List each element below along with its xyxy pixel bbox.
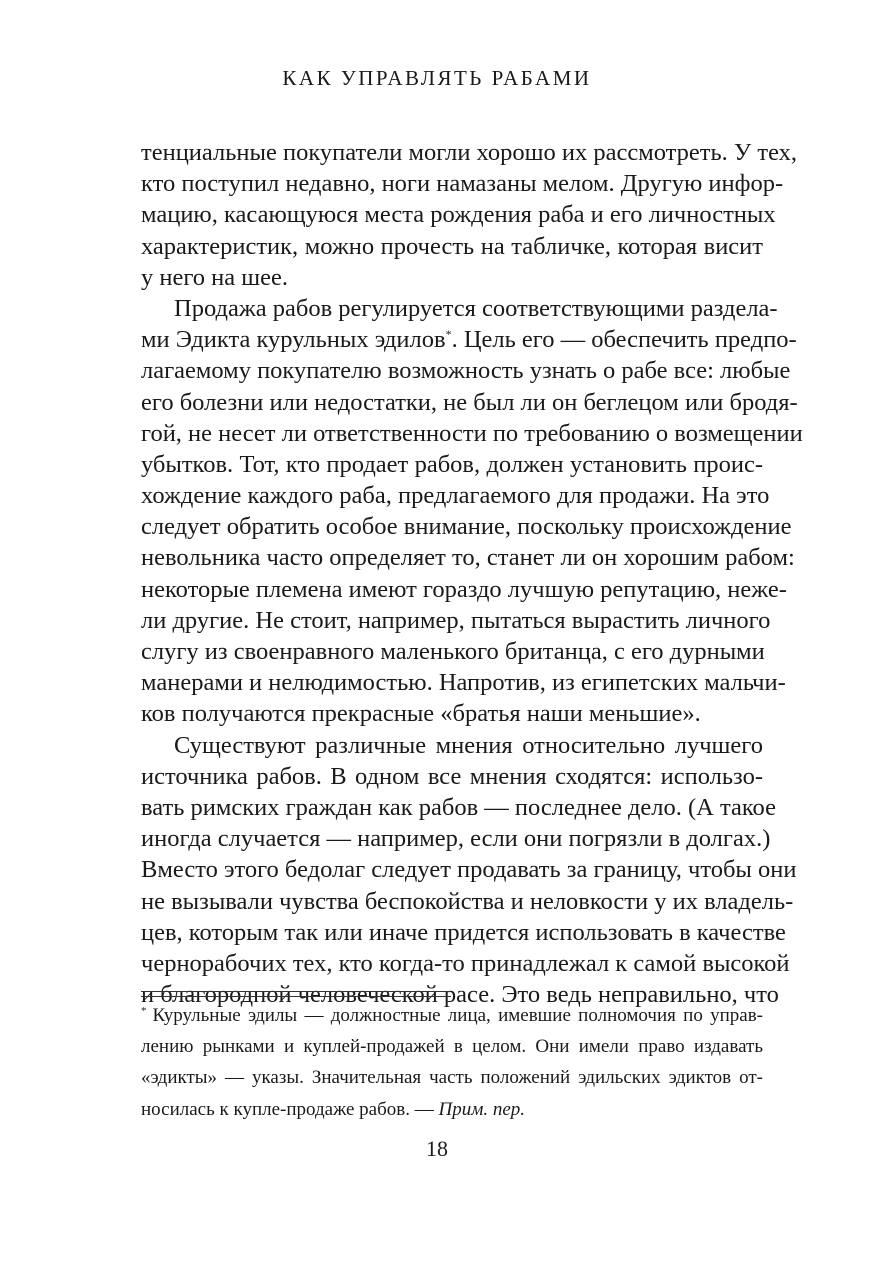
page-number: 18 [426, 1136, 448, 1161]
footnote-line: «эдикты» — указы. Значительная часть положений эдильских эдиктов от- [141, 1067, 763, 1089]
text-line: гой, не несет ли ответственности по требованию о возмещении [141, 419, 803, 447]
footnote [141, 1003, 763, 1128]
text-line: тенциальные покупатели могли хорошо их рассмотреть. У тех, [141, 139, 798, 166]
text-line: манерами и нелюдимостью. Напротив, из египетских мальчи- [141, 669, 786, 697]
text-line: Продажа рабов регулируется соответствующими раздела- [174, 294, 778, 322]
footnote-text: Курульные эдилы — должностные лица, имевшие полномочия по управ- [152, 1005, 763, 1026]
text-line: некоторые племена имеют гораздо лучшую репутацию, неже- [141, 575, 787, 603]
text-line: иногда случается — например, если они погрязли в долгах.) [141, 825, 771, 853]
text-line: кто поступил недавно, ноги намазаны мелом. Другую инфор- [141, 170, 784, 198]
text-line: невольника часто определяет то, станет ли он хорошим рабом: [141, 544, 795, 572]
footnote-reference[interactable]: * [445, 326, 452, 341]
text-line: его болезни или недостатки, не был ли он беглецом или бродя- [141, 388, 798, 416]
text-line: характеристик, можно прочесть на табличке, которая висит [141, 232, 763, 260]
footnote-marker: * [141, 1004, 147, 1017]
text-line: Вместо этого бедолаг следует продавать за границу, чтобы они [141, 856, 797, 884]
text-line: Существуют различные мнения относительно лучшего [174, 731, 763, 759]
text-line: лагаемому покупателю возможность узнать о рабе все: любые [141, 357, 791, 385]
footnote-line [141, 1097, 763, 1128]
text-line: мацию, касающуюся места рождения раба и его личностных [141, 201, 776, 229]
text-line: у него на шее. [141, 263, 289, 291]
footnote-line: лению рынками и куплей-продажей в целом. Они имели право издавать [141, 1036, 763, 1058]
text-line-with-footnote [141, 324, 797, 355]
text-line: и благородной человеческой расе. Это ведь неправильно, что [141, 981, 779, 1009]
running-header: КАК УПРАВЛЯТЬ РАБАМИ [282, 66, 592, 90]
text-line: источника рабов. В одном все мнения сходятся: использо- [141, 762, 763, 790]
translator-note: Прим. пер. [438, 1098, 525, 1120]
text-line: ли другие. Не стоит, например, пытаться вырастить личного [141, 606, 771, 634]
main-text [141, 137, 803, 1010]
text-fragment: ми Эдикта курульных эдилов [141, 326, 446, 354]
text-line: следует обратить особое внимание, поскольку происхождение [141, 513, 792, 541]
footnote-separator [141, 991, 451, 997]
text-line: слугу из своенравного маленького британца, с его дурными [141, 638, 765, 665]
footnote-line [141, 1003, 763, 1034]
text-line: хождение каждого раба, предлагаемого для продажи. На это [141, 482, 770, 510]
text-line: ков получаются прекрасные «братья наши меньшие». [141, 700, 701, 728]
text-fragment: . Цель его — обеспечить предпо- [451, 326, 797, 354]
footnote-text: носилась к купле-продаже рабов. — [141, 1098, 439, 1120]
text-line: вать римских граждан как рабов — последнее дело. (А такое [141, 793, 776, 821]
text-line: не вызывали чувства беспокойства и неловкости у их владель- [141, 887, 794, 915]
text-line: чернорабочих тех, кто когда-то принадлежал к самой высокой [141, 949, 790, 977]
text-line: цев, которым так или иначе придется использовать в качестве [141, 918, 786, 946]
text-line: убытков. Тот, кто продает рабов, должен установить проис- [141, 450, 763, 478]
